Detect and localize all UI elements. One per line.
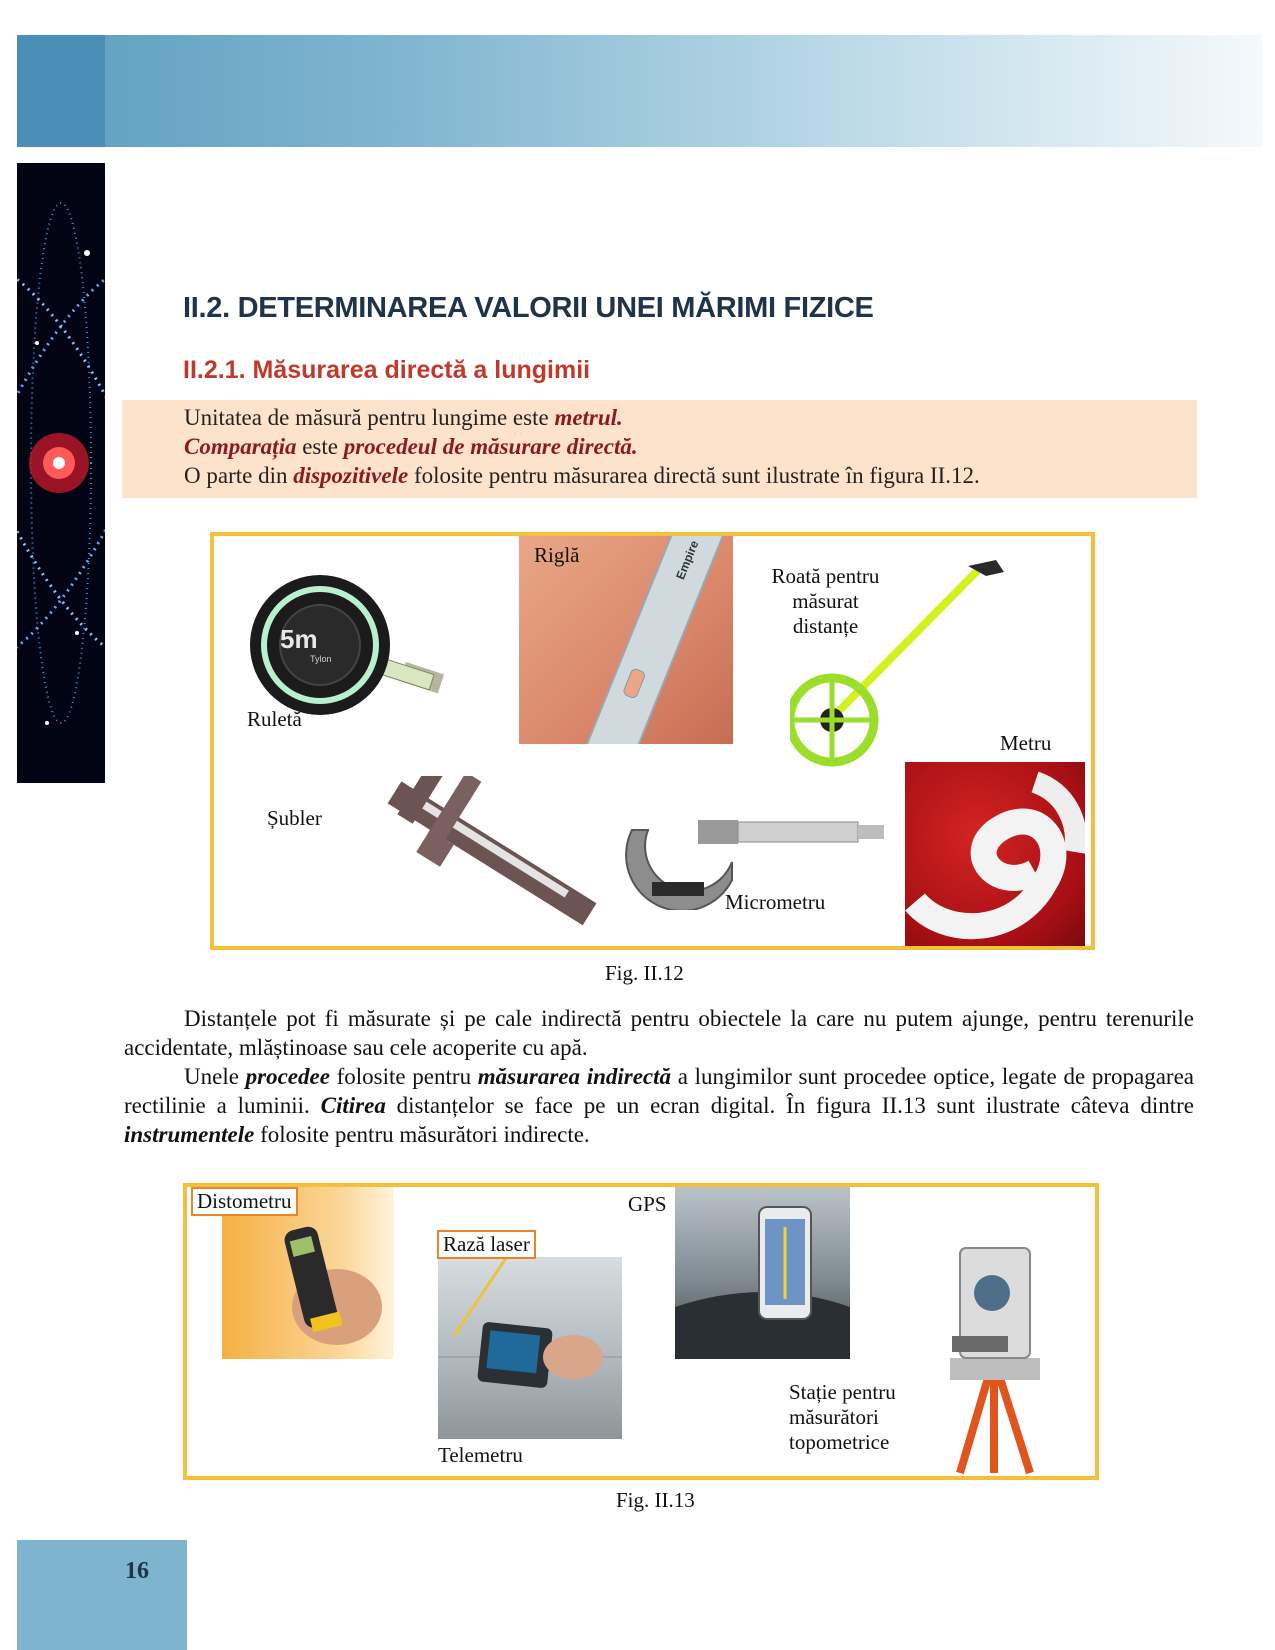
label-roata: Roată pentru măsurat distanțe [771, 564, 880, 639]
label-gps: GPS [628, 1192, 667, 1216]
tape-measure-text: 5m [280, 624, 318, 654]
body-paragraph-2: Unele procedee folosite pentru măsurarea indirectă a lungimilor sunt procedee optice, legate de propagarea rectilinie a luminii. Citirea distanțelor se face pe un ecran digital. În figura II.13 sunt ilustrate câteva dintre instrumentele folosite pentru măsurători indirecte. [124, 1064, 1194, 1147]
header-bar [17, 35, 1262, 147]
label-rigla: Riglă [534, 543, 580, 567]
gps-image [675, 1187, 850, 1359]
label-raza-laser: Rază laser [437, 1230, 536, 1259]
side-atom-image [17, 163, 105, 783]
figure-ii-13-caption: Fig. II.13 [616, 1488, 695, 1512]
figure-ii-12-caption: Fig. II.12 [605, 961, 684, 985]
label-ruleta: Ruletă [247, 707, 302, 731]
tape-metru-image [905, 762, 1085, 946]
section-title: II.2. DETERMINAREA VALORII UNEI MĂRIMI FIZICE [183, 292, 874, 324]
header-square [17, 35, 105, 147]
page-number-box [17, 1540, 187, 1650]
label-distometru: Distometru [191, 1187, 298, 1216]
body-paragraphs [124, 1004, 1194, 1149]
caliper-image [362, 776, 602, 944]
body-paragraph-1: Distanțele pot fi măsurate și pe cale indirectă pentru obiectele la care nu putem ajunge, pentru terenurile accidentate, mlăștinoase sau cele acoperite cu apă. [124, 1006, 1194, 1060]
label-telemetru: Telemetru [438, 1443, 523, 1467]
ruler-brand: Empire [673, 538, 702, 582]
tape-measure-brand: Tylon [310, 654, 332, 664]
total-station-image [930, 1228, 1055, 1478]
section-subtitle: II.2.1. Măsurarea directă a lungimii [183, 356, 591, 384]
laser-beam-line [448, 1250, 518, 1340]
definition-line-2: Comparația este procedeul de măsurare directă. [184, 434, 638, 459]
label-subler: Șubler [267, 806, 322, 830]
label-metru: Metru [1000, 731, 1052, 755]
label-micrometru: Micrometru [725, 890, 826, 914]
definition-line-1: Unitatea de măsură pentru lungime este metrul. [184, 405, 623, 430]
definition-line-3: O parte din dispozitivele folosite pentru măsurarea directă sunt ilustrate în figura II.12. [184, 463, 980, 488]
page-number: 16 [125, 1558, 149, 1584]
label-statie: Stație pentru măsurători topometrice [789, 1380, 896, 1455]
